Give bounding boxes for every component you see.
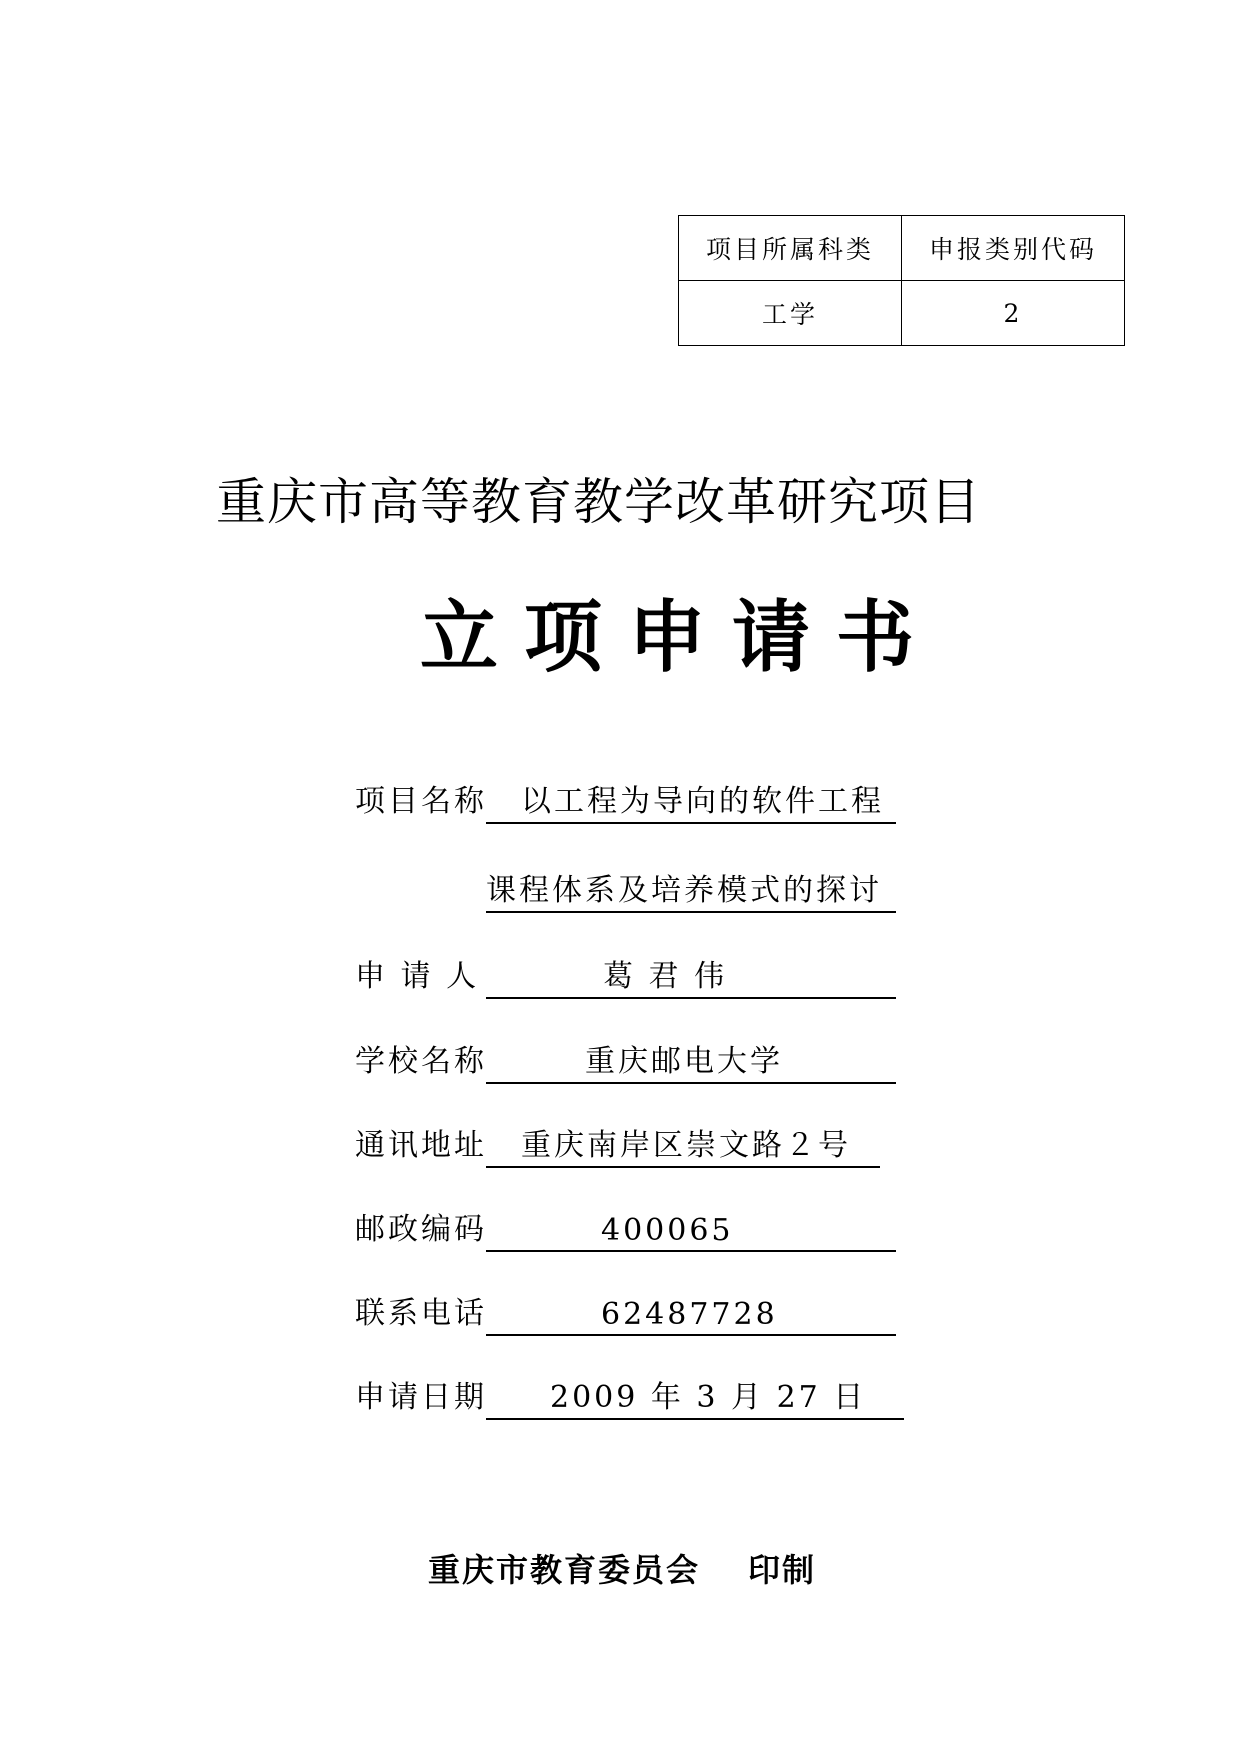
field-label-postcode: 邮政编码	[355, 1212, 487, 1247]
field-school	[355, 1038, 915, 1088]
table-header-category: 项目所属科类	[679, 216, 902, 281]
document-subtitle: 立项申请书	[420, 592, 941, 683]
field-project-name	[355, 778, 915, 828]
footer-issuer: 重庆市教育委员会	[428, 1551, 701, 1589]
field-label-address: 通讯地址	[355, 1128, 487, 1163]
field-value-postcode: 400065	[601, 1213, 734, 1248]
field-date	[355, 1374, 925, 1424]
classification-table	[678, 215, 1125, 346]
field-value-school: 重庆邮电大学	[585, 1044, 783, 1079]
field-value-project-name-2: 课程体系及培养模式的探讨	[486, 873, 882, 908]
field-label-phone: 联系电话	[355, 1296, 487, 1331]
field-applicant	[355, 953, 915, 1003]
table-cell-category: 工学	[679, 281, 902, 346]
table-header-code: 申报类别代码	[902, 216, 1125, 281]
field-phone	[355, 1290, 915, 1340]
document-title-text: 重庆市高等教育教学改革研究项目	[216, 473, 981, 531]
field-value-date: 2009 年 3 月 27 日	[550, 1380, 867, 1415]
field-label-applicant: 申 请 人	[355, 959, 480, 994]
footer-printed: 印制	[748, 1551, 817, 1589]
field-postcode	[355, 1206, 915, 1256]
document-footer	[428, 1545, 816, 1591]
field-label-school: 学校名称	[355, 1044, 487, 1079]
field-address	[355, 1122, 915, 1172]
field-value-phone: 62487728	[601, 1297, 778, 1332]
field-label-project-name: 项目名称	[355, 784, 487, 819]
field-label-date: 申请日期	[355, 1380, 487, 1415]
field-project-name-cont	[355, 867, 915, 917]
field-value-address: 重庆南岸区崇文路２号	[521, 1128, 851, 1163]
field-value-applicant: 葛 君 伟	[603, 959, 728, 994]
field-value-project-name-1: 以工程为导向的软件工程	[521, 784, 884, 819]
table-cell-code: 2	[902, 281, 1125, 346]
